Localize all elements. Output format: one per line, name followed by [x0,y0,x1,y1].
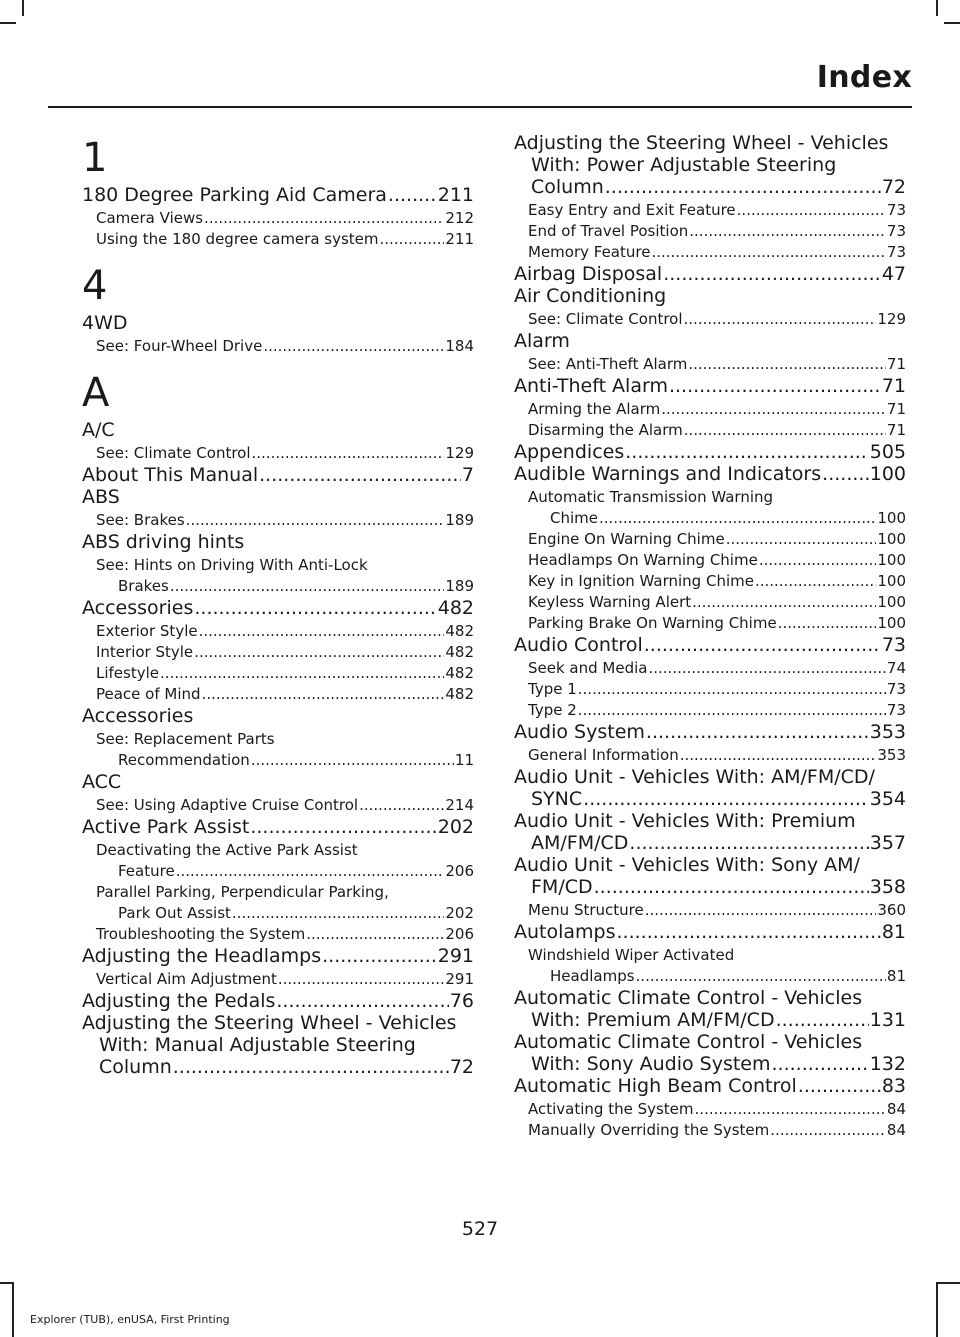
dot-leader [669,375,881,397]
page-ref-link[interactable]: 71 [886,355,906,373]
page-ref-link[interactable]: 72 [449,1056,474,1078]
dot-leader [199,621,445,642]
entry-text: Automatic Climate Control - Vehicles [514,1031,863,1053]
dot-leader [278,969,445,990]
entry-text: Audio Control [514,634,643,656]
dot-leader [644,634,881,656]
entry-text: Feature [118,862,175,880]
entry-text: FM/CD [531,876,593,898]
entry-text: Autolamps [514,921,616,943]
entry-text: Automatic Climate Control - Vehicles [514,987,863,1009]
page-ref-link[interactable]: 73 [886,680,906,698]
index-subentry[interactable] [514,1120,906,1141]
entry-text: Recommendation [118,751,250,769]
page-ref-link[interactable]: 71 [886,400,906,418]
dot-leader [250,816,436,838]
page-ref-link[interactable]: 100 [877,572,906,590]
entry-text: Type 2 [528,701,577,719]
entry-text: Park Out Assist [118,904,231,922]
index-subentry[interactable] [514,900,906,921]
dot-leader [276,990,448,1012]
entry-text: Column [99,1056,172,1078]
dot-leader [204,208,444,229]
page-ref-link[interactable]: 74 [886,659,906,677]
index-subentry[interactable] [514,658,906,679]
entry-text: Menu Structure [528,901,644,919]
page-ref-link[interactable]: 206 [445,925,474,943]
page-ref-link[interactable]: 189 [445,577,474,595]
index-subentry[interactable] [82,795,474,816]
index-entry[interactable] [514,263,906,285]
page-ref-link[interactable]: 505 [869,441,906,463]
dot-leader [798,1075,881,1097]
entry-text: Key in Ignition Warning Chime [528,572,754,590]
entry-text: 4WD [82,312,128,334]
entry-text: Accessories [82,597,194,619]
entry-text: See: Climate Control [96,444,251,462]
index-entry[interactable] [514,330,906,352]
dot-leader [173,1056,449,1078]
index-subentry[interactable] [514,354,906,375]
dot-leader [737,200,886,221]
page-ref-link[interactable]: 100 [877,509,906,527]
index-entry[interactable] [82,531,474,553]
entry-text: See: Hints on Driving With Anti-Lock [96,556,368,574]
index-entry[interactable] [514,721,906,743]
page-ref-link[interactable]: 7 [461,464,474,486]
page-ref-link[interactable]: 129 [445,444,474,462]
dot-leader [663,263,881,285]
dot-leader [186,510,445,531]
index-entry[interactable] [514,766,906,810]
dot-leader [648,658,885,679]
page-ref-link[interactable]: 47 [881,263,906,285]
entry-text: See: Using Adaptive Cruise Control [96,796,359,814]
entry-text: Alarm [514,330,570,352]
page-ref-link[interactable]: 211 [437,184,474,206]
page-ref-link[interactable]: 100 [869,463,906,485]
dot-leader [688,354,886,375]
index-entry[interactable] [514,810,906,854]
index-entry[interactable] [82,486,474,508]
page-ref-link[interactable]: 132 [869,1053,906,1075]
page-ref-link[interactable]: 100 [877,530,906,548]
page-ref-link[interactable]: 73 [881,634,906,656]
page-ref-link[interactable]: 83 [881,1075,906,1097]
index-entry[interactable] [514,854,906,898]
dot-leader [605,176,881,198]
index-subentry[interactable] [514,200,906,221]
dot-leader [629,832,868,854]
index-entry[interactable] [514,132,906,198]
entry-text: Easy Entry and Exit Feature [528,201,736,219]
dot-leader [388,184,437,206]
dot-leader [617,921,881,943]
index-entry[interactable] [514,463,906,485]
entry-text: See: Replacement Parts [96,730,275,748]
page-ref-link[interactable]: 214 [445,796,474,814]
entry-text: Audible Warnings and Indicators [514,463,822,485]
crop-mark [944,22,960,24]
entry-text: Air Conditioning [514,285,667,307]
dot-leader [680,745,877,766]
page-ref-link[interactable]: 81 [881,921,906,943]
page-ref-link[interactable]: 358 [869,876,906,898]
index-entry[interactable] [514,375,906,397]
crop-mark [0,22,16,24]
dot-leader [578,700,886,721]
index-column-right [514,132,906,1141]
crop-mark [936,1282,960,1284]
entry-text: Windshield Wiper Activated [528,946,735,964]
entry-text: SYNC [531,788,583,810]
index-entry[interactable] [82,705,474,727]
entry-text: Audio Unit - Vehicles With: Premium [514,810,856,832]
dot-leader [599,508,876,529]
dot-leader [776,1009,869,1031]
dot-leader [651,242,885,263]
entry-text: Adjusting the Steering Wheel - Vehicles [82,1012,457,1034]
crop-mark [0,1282,14,1284]
page-ref-link[interactable]: 81 [886,967,906,985]
dot-leader [322,945,437,967]
page-ref-link[interactable]: 357 [869,832,906,854]
entry-text: Accessories [82,705,194,727]
entry-text: Chime [550,509,598,527]
entry-text: Automatic High Beam Control [514,1075,797,1097]
dot-leader [689,221,886,242]
entry-text: Airbag Disposal [514,263,663,285]
dot-leader [772,1053,869,1075]
entry-text: Adjusting the Headlamps [82,945,322,967]
index-subentry[interactable] [82,729,474,771]
index-subentry[interactable] [514,571,906,592]
index-subentry[interactable] [514,242,906,263]
dot-leader [380,229,445,250]
page-ref-link[interactable]: 73 [886,201,906,219]
crop-mark [12,1282,14,1337]
index-subentry[interactable] [82,510,474,531]
index-entry[interactable] [82,464,474,486]
index-subentry[interactable] [514,613,906,634]
page-ref-link[interactable]: 84 [886,1121,906,1139]
entry-text: Disarming the Alarm [528,421,683,439]
page-ref-link[interactable]: 482 [445,685,474,703]
page-ref-link[interactable]: 482 [445,664,474,682]
index-subentry[interactable] [514,945,906,987]
entry-text: Engine On Warning Chime [528,530,725,548]
dot-leader [646,721,869,743]
entry-text: With: Premium AM/FM/CD [531,1009,775,1031]
entry-text: Deactivating the Active Park Assist [96,841,358,859]
entry-text: Column [531,176,604,198]
dot-leader [661,399,886,420]
entry-text: Keyless Warning Alert [528,593,692,611]
dot-leader [306,924,444,945]
page-ref-link[interactable]: 76 [449,990,474,1012]
dot-leader [232,903,444,924]
crop-mark [22,0,24,16]
entry-text: See: Brakes [96,511,185,529]
entry-text: 180 Degree Parking Aid Camera [82,184,387,206]
entry-text: Exterior Style [96,622,198,640]
dot-leader [726,529,877,550]
page-ref-link[interactable]: 73 [886,243,906,261]
index-entry[interactable] [514,921,906,943]
entry-text: Parking Brake On Warning Chime [528,614,777,632]
entry-text: Manually Overriding the System [528,1121,770,1139]
dot-leader [636,966,886,987]
entry-text: Brakes [118,577,169,595]
dot-leader [194,642,444,663]
entry-text: Headlamps [550,967,635,985]
page-ref-link[interactable]: 100 [877,551,906,569]
index-subentry[interactable] [514,1099,906,1120]
dot-leader [822,463,869,485]
dot-leader [594,876,869,898]
index-entry[interactable] [82,771,474,793]
page-ref-link[interactable]: 71 [881,375,906,397]
index-entry[interactable] [82,1012,474,1078]
entry-text: Using the 180 degree camera system [96,230,379,248]
entry-text: Headlamps On Warning Chime [528,551,758,569]
entry-text: Automatic Transmission Warning [528,488,774,506]
index-entry[interactable] [82,312,474,334]
entry-text: With: Sony Audio System [531,1053,771,1075]
dot-leader [252,443,445,464]
index-subentry[interactable] [82,229,474,250]
entry-text: AM/FM/CD [531,832,629,854]
dot-leader [759,550,877,571]
entry-text: Active Park Assist [82,816,250,838]
index-subentry[interactable] [514,679,906,700]
dot-leader [263,336,444,357]
page-ref-link[interactable]: 84 [886,1100,906,1118]
dot-leader [684,420,886,441]
footer-text: Explorer (TUB), enUSA, First Printing [30,1313,230,1326]
index-entry[interactable] [82,945,474,967]
entry-text: Interior Style [96,643,194,661]
dot-leader [578,679,886,700]
dot-leader [645,900,877,921]
dot-leader [251,750,454,771]
entry-text: Arming the Alarm [528,400,661,418]
entry-text: With: Power Adjustable Steering [531,154,837,176]
page-title: Index [816,60,912,95]
index-subentry[interactable] [514,309,906,330]
index-subentry[interactable] [82,684,474,705]
page-ref-link[interactable]: 291 [445,970,474,988]
page-ref-link[interactable]: 212 [445,209,474,227]
index-entry[interactable] [514,1031,906,1075]
index-subentry[interactable] [514,700,906,721]
entry-text: Peace of Mind [96,685,201,703]
entry-text: Seek and Media [528,659,648,677]
dot-leader [684,309,877,330]
entry-text: See: Anti-Theft Alarm [528,355,688,373]
page-ref-link[interactable]: 360 [877,901,906,919]
entry-text: ACC [82,771,122,793]
index-entry[interactable] [514,634,906,656]
entry-text: Lifestyle [96,664,160,682]
index-subentry[interactable] [82,663,474,684]
dot-leader [755,571,876,592]
entry-text: End of Travel Position [528,222,689,240]
page-ref-link[interactable]: 184 [445,337,474,355]
index-subentry[interactable] [514,399,906,420]
dot-leader [160,663,444,684]
dot-leader [625,441,869,463]
page-ref-link[interactable]: 72 [881,176,906,198]
index-subentry[interactable] [82,882,474,924]
page-ref-link[interactable]: 73 [886,701,906,719]
page-ref-link[interactable]: 100 [877,614,906,632]
dot-leader [359,795,444,816]
dot-leader [695,1099,886,1120]
index-subentry[interactable] [82,336,474,357]
entry-text: Vertical Aim Adjustment [96,970,277,988]
index-subentry[interactable] [82,621,474,642]
index-subentry[interactable] [82,924,474,945]
entry-text: A/C [82,419,115,441]
index-subentry[interactable] [514,592,906,613]
index-entry[interactable] [82,816,474,838]
entry-text: Audio Unit - Vehicles With: Sony AM/ [514,854,860,876]
index-entry[interactable] [82,597,474,619]
index-entry[interactable] [514,987,906,1031]
index-entry[interactable] [82,990,474,1012]
index-subentry[interactable] [514,550,906,571]
page-ref-link[interactable]: 353 [877,746,906,764]
page-ref-link[interactable]: 73 [886,222,906,240]
entry-text: Type 1 [528,680,577,698]
index-entry[interactable] [82,419,474,441]
index-subentry[interactable] [82,642,474,663]
dot-leader [583,788,869,810]
dot-leader [770,1120,886,1141]
page-ref-link[interactable]: 131 [869,1009,906,1031]
page-ref-link[interactable]: 71 [886,421,906,439]
page-ref-link[interactable]: 211 [445,230,474,248]
entry-text: Adjusting the Pedals [82,990,276,1012]
index-entry[interactable] [514,441,906,463]
entry-text: About This Manual [82,464,259,486]
entry-text: Audio Unit - Vehicles With: AM/FM/CD/ [514,766,875,788]
index-subentry[interactable] [514,745,906,766]
entry-text: Parallel Parking, Perpendicular Parking, [96,883,389,901]
page-ref-link[interactable]: 202 [437,816,474,838]
entry-text: See: Four-Wheel Drive [96,337,263,355]
index-entry[interactable] [82,184,474,206]
entry-text: Appendices [514,441,625,463]
entry-text: General Information [528,746,679,764]
index-entry[interactable] [514,285,906,307]
dot-leader [202,684,445,705]
index-subentry[interactable] [82,969,474,990]
index-section-letter: 4 [82,263,108,309]
index-column-left [82,132,474,1078]
entry-text: Activating the System [528,1100,694,1118]
crop-mark [936,0,938,16]
entry-text: ABS [82,486,120,508]
page-ref-link[interactable]: 202 [445,904,474,922]
entry-text: Adjusting the Steering Wheel - Vehicles [514,132,889,154]
page-ref-link[interactable]: 482 [445,643,474,661]
index-subentry[interactable] [514,221,906,242]
entry-text: Anti-Theft Alarm [514,375,668,397]
dot-leader [176,861,445,882]
entry-text: Troubleshooting the System [96,925,306,943]
entry-text: Camera Views [96,209,204,227]
index-section-letter: 1 [82,135,108,181]
entry-text: Audio System [514,721,645,743]
dot-leader [778,613,877,634]
index-subentry[interactable] [82,443,474,464]
page-ref-link[interactable]: 482 [437,597,474,619]
dot-leader [259,464,461,486]
dot-leader [692,592,876,613]
entry-text: Memory Feature [528,243,651,261]
index-subentry[interactable] [82,840,474,882]
index-subentry[interactable] [514,487,906,529]
title-divider [48,106,912,108]
entry-text: ABS driving hints [82,531,245,553]
page-number: 527 [461,1218,499,1240]
page-ref-link[interactable]: 11 [454,751,474,769]
dot-leader [194,597,436,619]
page-ref-link[interactable]: 129 [877,310,906,328]
page-ref-link[interactable]: 206 [445,862,474,880]
index-subentry[interactable] [514,529,906,550]
index-subentry[interactable] [82,208,474,229]
index-subentry[interactable] [514,420,906,441]
page-ref-link[interactable]: 353 [869,721,906,743]
page-ref-link[interactable]: 100 [877,593,906,611]
index-section-letter: A [82,370,110,416]
index-entry[interactable] [514,1075,906,1097]
crop-mark [936,1282,938,1337]
index-subentry[interactable] [82,555,474,597]
page-ref-link[interactable]: 291 [437,945,474,967]
dot-leader [170,576,445,597]
entry-text: See: Climate Control [528,310,683,328]
page-ref-link[interactable]: 482 [445,622,474,640]
page-ref-link[interactable]: 189 [445,511,474,529]
entry-text: With: Manual Adjustable Steering [99,1034,416,1056]
page-ref-link[interactable]: 354 [869,788,906,810]
